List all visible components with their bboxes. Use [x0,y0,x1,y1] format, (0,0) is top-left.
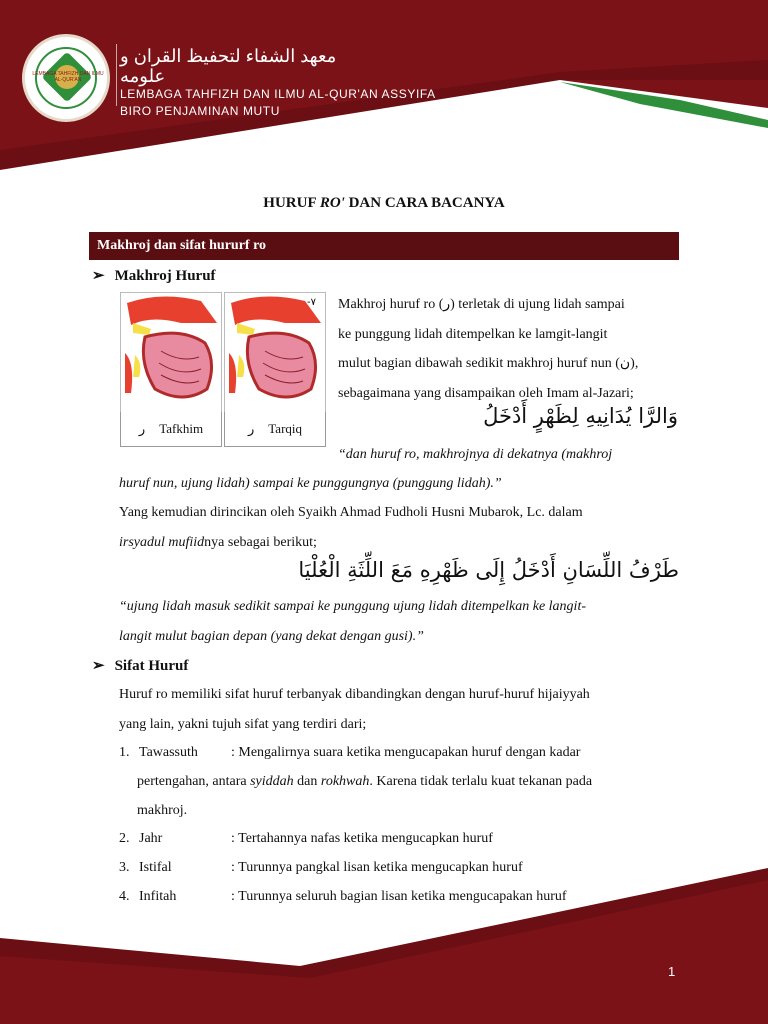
figure-tafkhim [120,292,222,414]
bullet-arrow-icon: ➢ [92,658,105,674]
sifat-paragraph: Huruf ro memiliki sifat huruf terbanyak dibandingkan dengan huruf-huruf hijaiyyah yang lain, yakni tujuh sifat yang terdiri dari; [119,687,590,732]
paragraph-2: Yang kemudian dirincikan oleh Syaikh Ahmad Fudholi Husni Mubarok, Lc. dalam irsyadul mufiidnya sebagai berikut; [119,505,583,550]
makhroj-heading: ➢ Makhroj Huruf [92,268,216,284]
institution-logo [22,34,110,122]
list-item-continuation-2: makhroj. [137,803,188,818]
arabic-verse-2: طَرْفُ اللِّسَانِ أَدْخَلُ إِلَى ظَهْرِهِ مَعَ اللِّثَةِ الْعُلْيَا [298,558,679,582]
figure-mark: -٧ [307,297,316,308]
org-line-2: BIRO PENJAMINAN MUTU [120,104,281,118]
sifat-heading: ➢ Sifat Huruf [92,658,189,674]
list-item: 2. Jahr : Tertahannya nafas ketika mengucapkan huruf [119,831,493,846]
page-number: 1 [668,964,676,979]
list-item: 1. Tawassuth : Mengalirnya suara ketika mengucapakan huruf dengan kadar [119,745,581,760]
header-divider [116,44,117,106]
org-arabic: معهد الشفاء لتحفيظ القران و علومه [120,46,337,86]
quote-1-line-2: huruf nun, ujung lidah) sampai ke punggungnya (punggung lidah).” [119,476,502,491]
list-item: 3. Istifal : Turunnya pangkal lisan ketika mengucapkan huruf [119,860,523,875]
document-title: HURUF RO' DAN CARA BACANYA [263,195,505,211]
figure-tarqiq [224,292,326,414]
makhroj-paragraph: Makhroj huruf ro (ر) terletak di ujung lidah sampai ke punggung lidah ditempelkan ke lamgit-langit mulut bagian dibawah sedikit makhroj huruf nun (ن), sebagaimana yang disampaikan oleh Imam al-Jazari; [338,297,639,401]
org-line-1: LEMBAGA TAHFIZH DAN ILMU AL-QUR'AN ASSYIFA [120,87,436,101]
organization-name [120,46,436,120]
list-item: 4. Infitah : Turunnya seluruh bagian lisan ketika mengucapakan huruf [119,889,567,904]
figure-caption-tafkhim: ر Tafkhim [120,412,222,447]
mouth-diagram-tarqiq [225,293,325,413]
logo-text: LEMBAGA TAHFIZH DAN ILMU AL-QUR'AN [32,71,104,83]
bullet-arrow-icon: ➢ [92,268,105,284]
quote-2: “ujung lidah masuk sedikit sampai ke punggung ujung lidah ditempelkan ke langit- langit mulut bagian depan (yang dekat dengan gusi).” [119,599,586,644]
arabic-verse-1: وَالرَّا يُدَانِيهِ لِظَهْرٍ أَدْخَلُ [483,404,678,428]
mouth-diagram-tafkhim [121,293,221,413]
quote-1-line-1: “dan huruf ro, makhrojnya di dekatnya (makhroj [338,447,613,462]
footer-banner [0,860,768,1024]
list-item-continuation: pertengahan, antara syiddah dan rokhwah. Karena tidak terlalu kuat tekanan pada [137,774,593,789]
section-bar: Makhroj dan sifat hururf ro [89,232,679,260]
tongue-figures [120,292,330,454]
figure-caption-tarqiq: ر Tarqiq [224,412,326,447]
